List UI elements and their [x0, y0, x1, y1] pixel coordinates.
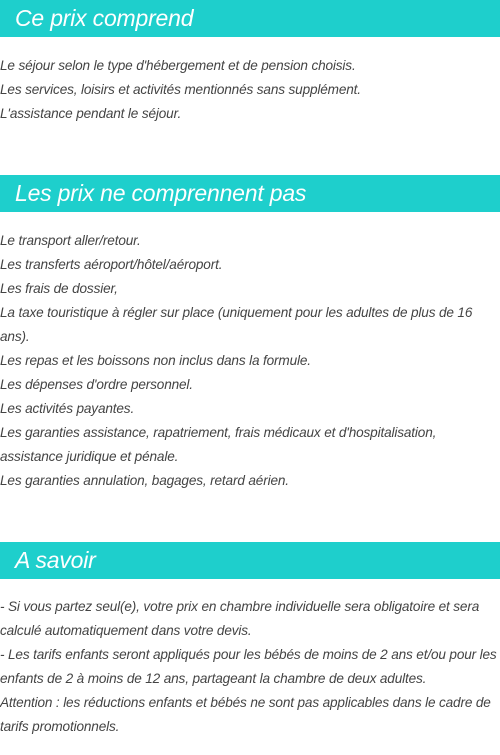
section-header-banner: [0, 542, 500, 579]
list-item: Les frais de dossier,: [0, 281, 118, 296]
list-item: La taxe touristique à régler sur place (uniquement pour les adultes de plus de 16 ans).: [0, 305, 473, 344]
list-item: Le séjour selon le type d'hébergement et de pension choisis.: [0, 58, 356, 73]
list-item: - Si vous partez seul(e), votre prix en chambre individuelle sera obligatoire et sera calculé automatiquement dans votre devis.: [0, 599, 480, 638]
section-title: Les prix ne comprennent pas: [15, 180, 307, 206]
list-item: - Les tarifs enfants seront appliqués pour les bébés de moins de 2 ans et/ou pour les enfants de 2 à moins de 12 ans, partageant la chambre de deux adultes.: [0, 647, 497, 686]
notes-list: [0, 595, 500, 739]
list-item: Attention : les réductions enfants et bébés ne sont pas applicables dans le cadre de tarifs promotionnels.: [0, 695, 491, 734]
included-list: [0, 54, 500, 126]
list-item: Les transferts aéroport/hôtel/aéroport.: [0, 257, 223, 272]
list-item: Le transport aller/retour.: [0, 233, 141, 248]
section-header-banner: [0, 0, 500, 37]
list-item: Les dépenses d'ordre personnel.: [0, 377, 193, 392]
list-item: Les garanties annulation, bagages, retard aérien.: [0, 473, 289, 488]
list-item: Les garanties assistance, rapatriement, frais médicaux et d'hospitalisation, assistance juridique et pénale.: [0, 425, 437, 464]
section-title: A savoir: [15, 547, 96, 573]
excluded-list: [0, 229, 500, 493]
list-item: Les activités payantes.: [0, 401, 135, 416]
section-price-excludes: [0, 175, 500, 493]
list-item: L'assistance pendant le séjour.: [0, 106, 182, 121]
section-good-to-know: [0, 542, 500, 739]
list-item: Les repas et les boissons non inclus dans la formule.: [0, 353, 311, 368]
section-title: Ce prix comprend: [15, 5, 194, 31]
section-header-banner: [0, 175, 500, 212]
section-price-includes: [0, 0, 500, 126]
list-item: Les services, loisirs et activités mentionnés sans supplément.: [0, 82, 361, 97]
